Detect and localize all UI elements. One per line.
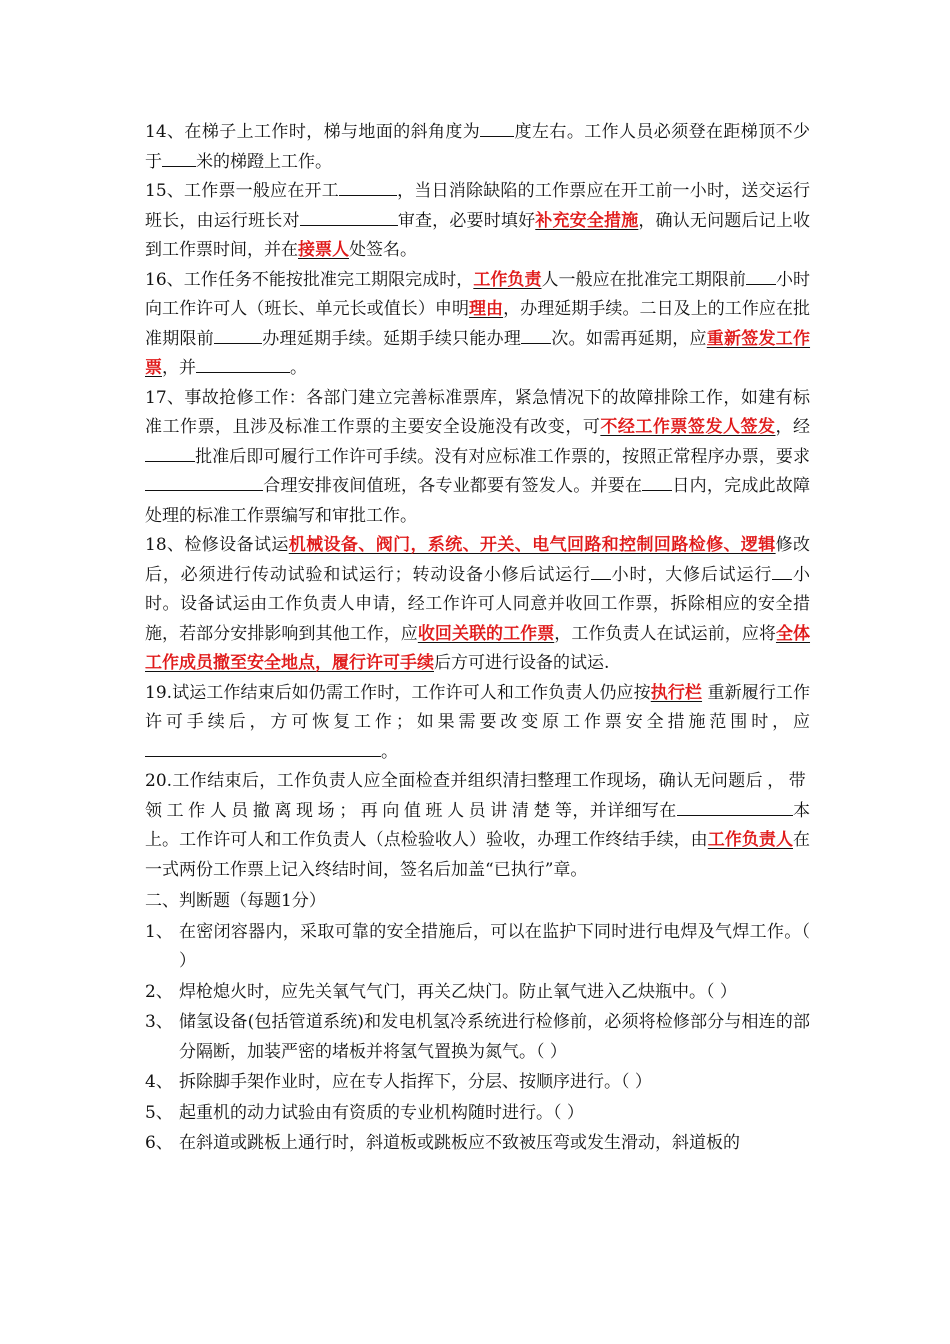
judge-text: 在密闭容器内，采取可靠的安全措施后，可以在监护下同时进行电焊及气焊工作。（ ） bbox=[179, 921, 810, 971]
q18-text-d: 小时。设备试运由工作负责人申请，经工作许可人同意并收回工作票，拆除相应的安全措施，若部分安排影响到其他工作，应 bbox=[145, 564, 811, 644]
q17-text-a: 17、事故抢修工作：各部门建立完善标准票库，紧急情况下的故障排除工作，如建有标准工作票，且涉及标准工作票的主要安全设施没有改变，可 bbox=[145, 387, 810, 437]
blank bbox=[480, 118, 514, 137]
blank bbox=[642, 472, 672, 491]
q18-text-e: ，工作负责人在试运前，应将 bbox=[554, 623, 776, 644]
judge-number: 4、 bbox=[145, 1072, 173, 1092]
answer-text: 理由 bbox=[469, 299, 504, 319]
q20-text-c: 等，并详细写在 bbox=[554, 800, 677, 821]
q16-text-g: ，并 bbox=[162, 358, 196, 378]
q18-text-b: 修改后，必须进行传动试验和试运行；转动设备小修后试运行 bbox=[145, 535, 811, 585]
q16-text-d: ，办理延期手续。二日及上的工作应在批准期限前 bbox=[145, 299, 811, 349]
question-19 bbox=[145, 679, 810, 768]
answer-text: 不经工作票签发人签发 bbox=[600, 417, 776, 437]
judge-number: 1、 bbox=[145, 921, 173, 942]
judge-text: 焊枪熄火时，应先关氧气气门，再关乙炔门。防止氧气进入乙炔瓶中。（ ） bbox=[179, 981, 737, 1002]
q18-text-f: 后方可进行设备的试运. bbox=[434, 653, 610, 673]
q14-text-c: 米的梯蹬上工作。 bbox=[196, 151, 332, 172]
judge-number: 6、 bbox=[145, 1133, 173, 1153]
q17-text-c: 批准后即可履行工作许可手续。没有对应标准工作票的，按照正常程序办票，要求 bbox=[195, 446, 810, 467]
q17-text-e: 日内，完成此故障处理的标准工作票编写和审批工作。 bbox=[145, 476, 811, 526]
blank bbox=[772, 561, 792, 580]
q16-text-e: 办理延期手续。延期手续只能办理 bbox=[262, 328, 522, 349]
blank bbox=[214, 325, 262, 344]
q17-text-d: 合理安排夜间值班，各专业都要有签发人。并要在 bbox=[263, 476, 643, 496]
blank bbox=[162, 148, 196, 167]
question-14 bbox=[145, 118, 810, 177]
question-18 bbox=[145, 531, 810, 679]
judge-question bbox=[145, 1008, 810, 1067]
q16-text-f: 次。如需再延期，应 bbox=[551, 328, 707, 349]
judge-text: 在斜道或跳板上通行时，斜道板或跳板应不致被压弯或发生滑动，斜道板的 bbox=[179, 1133, 740, 1153]
blank bbox=[339, 177, 397, 196]
q20-text-a: 20.工作结束后，工作负责人应全面检查并组织清扫整理工作现场，确认无问题 bbox=[145, 771, 746, 791]
question-15 bbox=[145, 177, 810, 266]
q19-text-c: 。 bbox=[381, 741, 398, 762]
blank bbox=[591, 561, 611, 580]
q18-text-c: 小时，大修后试运行 bbox=[610, 564, 773, 585]
blank bbox=[145, 472, 263, 491]
answer-text: 收回关联的工作票 bbox=[417, 623, 555, 644]
blank bbox=[145, 738, 381, 757]
blank bbox=[677, 797, 793, 816]
blank bbox=[145, 443, 195, 462]
document-body bbox=[145, 118, 810, 1159]
section-title: 二、判断题（每题1分） bbox=[145, 891, 326, 911]
q14-text-a: 14、在梯子上工作时，梯与地面的斜角度为 bbox=[145, 122, 481, 142]
answer-text: 执行栏 bbox=[650, 682, 703, 703]
q15-text-a: 15、工作票一般应在开工 bbox=[145, 181, 339, 201]
q18-text-a: 18、检修设备试运 bbox=[145, 535, 289, 555]
question-17 bbox=[145, 384, 810, 532]
q16-text-h: 。 bbox=[290, 358, 307, 378]
answer-text: 全体工作成员撤至安全地点，履行许可手续 bbox=[145, 623, 811, 673]
question-20 bbox=[145, 767, 810, 885]
q17-text-b: ，经 bbox=[775, 417, 811, 437]
answer-text: 工作负责 bbox=[473, 269, 542, 290]
judge-question bbox=[145, 1068, 810, 1098]
judge-question bbox=[145, 978, 810, 1008]
q19-text-a: 19.试运工作结束后如仍需工作时，工作许可人和工作负责人仍应按 bbox=[145, 682, 651, 703]
judge-question bbox=[145, 918, 810, 977]
blank bbox=[196, 354, 290, 373]
judge-text: 拆除脚手架作业时，应在专人指挥下，分层、按顺序进行。（ ） bbox=[179, 1072, 652, 1092]
answer-text: 接票人 bbox=[298, 240, 349, 260]
judge-text: 储氢设备(包括管道系统)和发电机氢冷系统进行检修前，必须将检修部分与相连的部分隔断，加装严密的堵板并将氢气置换为氮气。（ ） bbox=[179, 1012, 810, 1062]
q15-text-c: 审查，必要时填好 bbox=[397, 210, 536, 231]
q20-text-b: 后，带领工作人员撤离现场；再向值班人员讲清楚 bbox=[145, 771, 810, 821]
q16-text-a: 16、工作任务不能按批准完工期限完成时， bbox=[145, 269, 474, 290]
judge-question bbox=[145, 1129, 810, 1159]
q15-text-b: ，当日消除缺陷的工作票应在开工前一小时，送交运行班长，由运行班长对 bbox=[145, 181, 810, 231]
q16-text-c: 小时向工作许可人（班长、单元长或值长）申明 bbox=[145, 269, 811, 319]
blank bbox=[300, 207, 398, 226]
judge-text: 起重机的动力试验由有资质的专业机构随时进行。（ ） bbox=[179, 1102, 584, 1123]
q19-text-b: 重新履行工作许可手续后，方可恢复工作；如果需要改变原工作票安全措施范围时，应 bbox=[145, 682, 810, 732]
blank bbox=[521, 325, 551, 344]
judge-number: 2、 bbox=[145, 981, 173, 1002]
answer-text: 机械设备、阀门，系统、开关、电气回路和控制回路检修、逻辑 bbox=[288, 535, 776, 555]
answer-text: 重新签发工作票 bbox=[145, 328, 811, 378]
blank bbox=[746, 266, 776, 285]
question-16 bbox=[145, 266, 810, 384]
judge-number: 3、 bbox=[145, 1012, 173, 1032]
q20-text-e: 在一式两份工作票上记入终结时间，签名后加盖“已执行”章。 bbox=[145, 830, 811, 880]
q16-text-b: 人一般应在批准完工期限前 bbox=[541, 269, 746, 290]
q20-text-d: 本上。工作许可人和工作负责人（点检验收人）验收，办理工作终结手续，由 bbox=[145, 800, 811, 850]
q15-text-e: 处签名。 bbox=[349, 240, 417, 260]
q14-text-b: 度左右。工作人员必须登在距梯顶不少于 bbox=[145, 122, 810, 172]
q15-text-d: ，确认无问题后记上收到工作票时间，并在 bbox=[145, 210, 811, 260]
judge-number: 5、 bbox=[145, 1102, 173, 1123]
answer-text: 工作负责人 bbox=[707, 830, 794, 850]
answer-text: 补充安全措施 bbox=[535, 210, 639, 231]
judge-question bbox=[145, 1099, 810, 1129]
